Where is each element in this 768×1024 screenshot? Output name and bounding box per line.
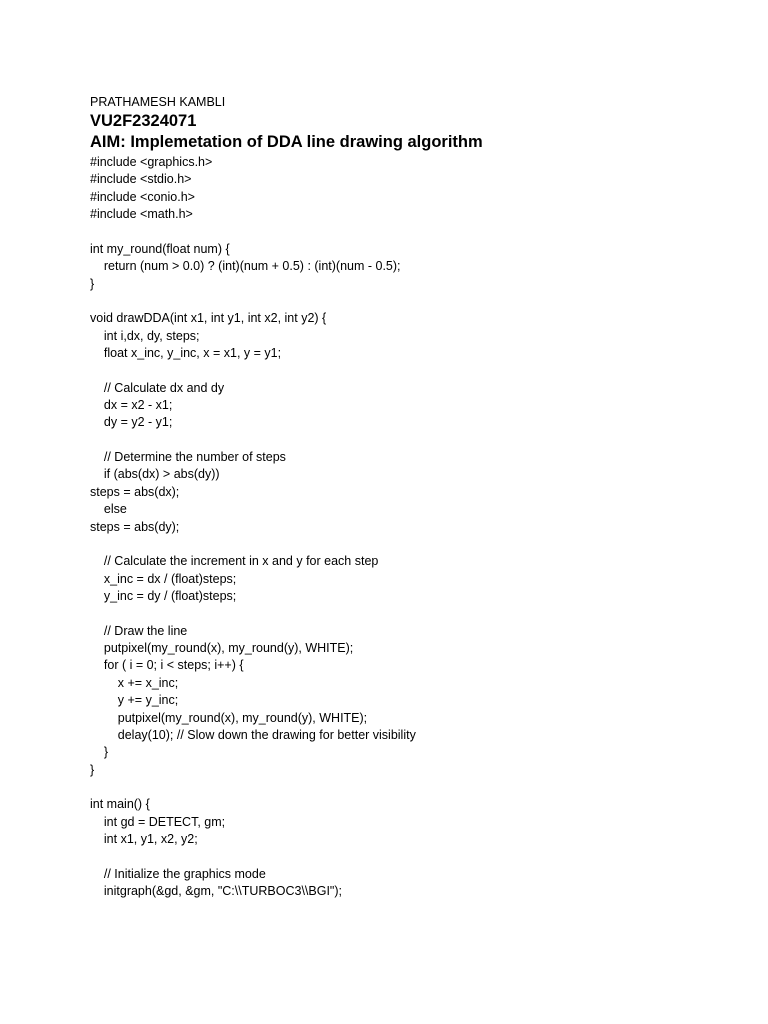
- code-line: steps = abs(dx);: [90, 484, 180, 499]
- code-line: [90, 293, 730, 310]
- document-content: [90, 93, 730, 900]
- code-line: #include <conio.h>: [90, 189, 195, 204]
- code-line: putpixel(my_round(x), my_round(y), WHITE);: [90, 641, 354, 656]
- code-line: int gd = DETECT, gm;: [90, 814, 226, 829]
- author-name: PRATHAMESH KAMBLI: [90, 95, 226, 109]
- code-line: [90, 848, 730, 865]
- code-line: }: [90, 276, 95, 291]
- code-line: initgraph(&gd, &gm, "C:\\TURBOC3\\BGI");: [90, 884, 343, 899]
- code-line: y += y_inc;: [90, 693, 179, 708]
- code-line: // Calculate the increment in x and y for each step: [90, 554, 379, 569]
- code-line: steps = abs(dy);: [90, 519, 180, 534]
- code-line: x += x_inc;: [90, 675, 179, 690]
- code-line: }: [90, 762, 95, 777]
- code-line: [90, 432, 730, 449]
- code-line: #include <stdio.h>: [90, 172, 192, 187]
- code-line: [90, 223, 730, 240]
- code-line: [90, 362, 730, 379]
- code-line: x_inc = dx / (float)steps;: [90, 571, 237, 586]
- code-line: int x1, y1, x2, y2;: [90, 832, 198, 847]
- code-line: return (num > 0.0) ? (int)(num + 0.5) : (int)(num - 0.5);: [90, 259, 401, 274]
- code-line: int i,dx, dy, steps;: [90, 328, 200, 343]
- code-line: #include <math.h>: [90, 207, 193, 222]
- code-line: dx = x2 - x1;: [90, 398, 173, 413]
- aim-heading: AIM: Implemetation of DDA line drawing algorithm: [90, 133, 483, 151]
- code-line: }: [90, 745, 109, 760]
- code-line: else: [90, 502, 127, 517]
- code-line: // Calculate dx and dy: [90, 380, 225, 395]
- code-line: #include <graphics.h>: [90, 155, 213, 169]
- code-block: [90, 154, 730, 900]
- code-line: float x_inc, y_inc, x = x1, y = y1;: [90, 345, 282, 360]
- code-line: int main() {: [90, 797, 150, 812]
- code-line: // Initialize the graphics mode: [90, 866, 266, 881]
- code-line: void drawDDA(int x1, int y1, int x2, int y2) {: [90, 311, 327, 326]
- code-line: int my_round(float num) {: [90, 241, 230, 256]
- code-line: [90, 605, 730, 622]
- code-line: delay(10); // Slow down the drawing for better visibility: [90, 727, 416, 742]
- code-line: [90, 779, 730, 796]
- student-id: VU2F2324071: [90, 112, 197, 130]
- code-line: if (abs(dx) > abs(dy)): [90, 467, 220, 482]
- code-line: // Draw the line: [90, 623, 188, 638]
- code-line: // Determine the number of steps: [90, 450, 286, 465]
- code-line: putpixel(my_round(x), my_round(y), WHITE);: [90, 710, 368, 725]
- code-line: for ( i = 0; i < steps; i++) {: [90, 658, 244, 673]
- code-line: [90, 536, 730, 553]
- code-line: y_inc = dy / (float)steps;: [90, 588, 237, 603]
- code-line: dy = y2 - y1;: [90, 415, 173, 430]
